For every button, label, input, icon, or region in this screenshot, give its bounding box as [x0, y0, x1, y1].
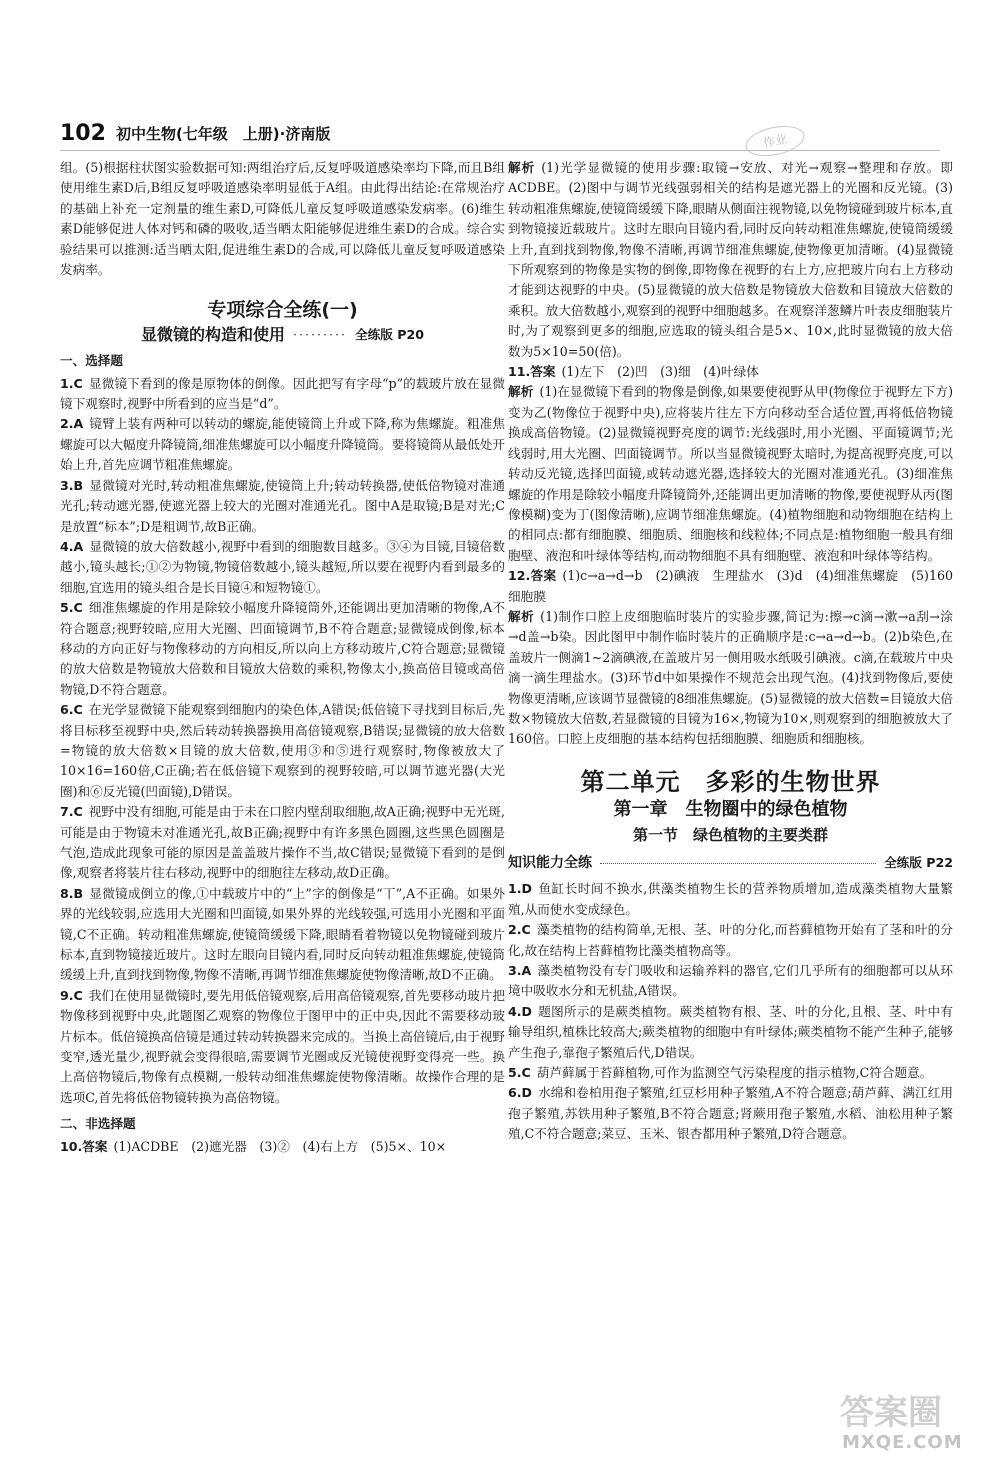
- answer-item-2: [60, 414, 505, 475]
- part2-heading: 二、非选择题: [60, 1116, 136, 1132]
- answer-text: (1)ACDBE (2)遮光器 (3)② (4)右上方 (5)5×、10×: [113, 1138, 447, 1154]
- answer-text: 视野中没有细胞,可能是由于未在口腔内壁刮取细胞,故A正确;视野中无光斑,可能是由于物镜未对准通光孔,故B正确;视野中有许多黑色圆圈,这些黑色圆圈是气泡,造成此现象可能的原因是盖盖玻片操作不当,故C错误;显微镜下看到的是倒像,观察者将装片往右移动,视野中的细胞往左移动,故D正确。: [60, 804, 505, 881]
- watermark-url: MXQE.COM: [842, 1432, 963, 1453]
- answer-text: 显微镜下看到的像是原物体的倒像。因此把写有字母“p”的载玻片放在显微镜下观察时,视野中所看到的应当是“d”。: [60, 375, 505, 412]
- answer-text: 在光学显微镜下能观察到细胞内的染色体,A错误;低倍镜下寻找到目标后,先将目标移至视野中央,然后转动转换器换用高倍镜观察,B错误;显微镜的放大倍数=物镜的放大倍数×目镜的放大倍数,使用③和⑤进行观察时,物像被放大了10×16=160倍,C正确;若在低倍镜下观察到的视野较暗,可以调节遮光器(大光圈)和⑥反光镜(凹面镜),D错误。: [60, 702, 505, 799]
- answer-item-6: [60, 700, 505, 802]
- answer-item-12: [508, 566, 966, 607]
- kn-item-4: [508, 1002, 953, 1063]
- answer-label: 4.D: [508, 1003, 533, 1019]
- answer-text: 细准焦螺旋的作用是除较小幅度升降镜筒外,还能调出更加清晰的物像,A不符合题意;视野较暗,应用大光圈、凹面镜调节,B不符合题意;显微镜成倒像,标本移动的方向正好与物像移动的方向相反,所以向上方移动玻片,C符合题意;显微镜的放大倍数是物镜放大倍数和目镜放大倍数的乘积,物像太小,换高倍目镜或高倍物镜,D不符合题意。: [60, 600, 505, 697]
- right-column: [508, 158, 966, 1145]
- answer-label: 7.C: [60, 804, 83, 820]
- analysis-label: 解析: [508, 160, 536, 175]
- answer-item-10: [60, 1137, 505, 1157]
- answer-text: (1)c→a→d→b (2)碘液 生理盐水 (3)d (4)细准焦螺旋 (5)160 细胞膜: [508, 568, 966, 604]
- header-divider: [60, 150, 940, 151]
- answer-text: 我们在使用显微镜时,要先用低倍镜观察,后用高倍镜观察,首先要移动玻片把物像移到视野中央,此题图乙观察的物像位于图甲中的正中央,因此不需要移动玻片标本。低倍镜换高倍镜是通过转动转换器来完成的。当换上高倍镜后,由于视野变窄,透光量少,视野就会变得很暗,需要调节光圈或反光镜使视野变得亮一些。换上高倍物镜后,物像有点模糊,一般转动细准焦螺旋使物像清晰。故操作合理的是选项C,首先将低倍物镜转换为高倍物镜。: [60, 987, 505, 1105]
- kn-item-5: [508, 1063, 953, 1083]
- answer-label: 1.D: [508, 881, 533, 897]
- answer-label: 12.答案: [508, 568, 557, 584]
- answer-text: 藻类植物没有专门吸收和运输养料的器官,它们几乎所有的细胞都可以从环境中吸收水分和无机盐,A错误。: [508, 963, 953, 999]
- answer-label: 9.C: [60, 987, 83, 1003]
- analysis-text: (1)光学显微镜的使用步骤:取镜→安放、对光→观察→整理和存放。即ACDBE。(2)图中与调节光线强弱相关的结构是遮光器上的光圈和反光镜。(3)转动粗准焦螺旋,使镜筒缓缓下降,眼睛从侧面注视物镜,以免物镜碰到玻片标本,直到物镜接近载玻片。这时左眼向目镜内看,同时反向转动粗准焦螺旋,使镜筒缓缓上升,直到找到物像,物像不清晰,再调节细准焦螺旋,使物像更加清晰。(4)显微镜下所观察到的物像是实物的倒像,即物像在视野的右上方,应把玻片向右上方移动才能到达视野的中央。(5)显微镜的放大倍数是物镜放大倍数和目镜放大倍数的乘积。放大倍数越小,观察到的视野中细胞越多。在观察洋葱鳞片叶表皮细胞装片时,为了观察到更多的细胞,应选取的镜头组合是5×、10×,此时显微镜的放大倍数为5×10=50(倍)。: [508, 160, 953, 359]
- leader-dots: ·········: [293, 326, 348, 342]
- answer-label: 1.C: [60, 375, 83, 391]
- section-title: 专项综合全练(一): [207, 299, 358, 322]
- answer-label: 5.C: [60, 600, 83, 616]
- analysis-11: [508, 382, 953, 566]
- section-subtitle-row: [60, 325, 505, 345]
- answer-text: (1)左下 (2)凹 (3)细 (4)叶绿体: [561, 364, 759, 380]
- analysis-12: [508, 607, 953, 750]
- analysis-10: [508, 158, 953, 362]
- answer-text: 葫芦藓属于苔藓植物,可作为监测空气污染程度的指示植物,C符合题意。: [536, 1065, 933, 1081]
- section-page-ref: 全练版 P20: [355, 326, 424, 342]
- homework-stamp: 作业: [743, 121, 808, 161]
- answer-label: 6.D: [508, 1085, 533, 1101]
- answer-label: 5.C: [508, 1065, 531, 1081]
- analysis-text: (1)制作口腔上皮细胞临时装片的实验步骤,简记为:擦→c滴→漱→a刮→涂→d盖→b染。因此图甲中制作临时装片的正确顺序是:c→a→d→b。(2)b染色,在盖玻片一侧滴1~2滴碘液,在盖玻片另一侧用吸水纸吸引碘液。c滴,在载玻片中央滴一滴生理盐水。(3)环节d中如果操作不规范会出现气泡。(4)找到物像后,要使物像更清晰,应该调节显微镜的8细准焦螺旋。(5)显微镜的放大倍数=目镜放大倍数×物镜放大倍数,若显微镜的目镜为16×,物镜为10×,则观察到的细胞被放大了160倍。口腔上皮细胞的基本结构包括细胞膜、细胞质和细胞核。: [508, 608, 954, 747]
- answer-text: 镜臂上装有两种可以转动的螺旋,能使镜筒上升或下降,称为焦螺旋。粗准焦螺旋可以大幅度升降镜筒,细准焦螺旋可以小幅度升降镜筒。要将镜筒从最低处开始上升,首先应调节粗准焦螺旋。: [60, 416, 505, 473]
- answer-label: 10.答案: [60, 1138, 108, 1154]
- analysis-text: (1)在显微镜下看到的物像是倒像,如果要使视野从甲(物像位于视野左下方)变为乙(物像位于视野中央),应将装片往左下方向移动至合适位置,再将低倍物镜换成高倍物镜。(2)显微镜视野亮度的调节:光线强时,用小光圈、平面镜调节;光线弱时,用大光圈、凹面镜调节。所以当显微镜视野太暗时,为提高视野亮度,可以转动反光镜,选择凹面镜,或转动遮光器,选择较大的光圈对准通光孔。(3)细准焦螺旋的作用是除较小幅度升降镜筒外,还能调出更加清晰的物像,要使视野从丙(图像模糊)变为丁(图像清晰),应调节细准焦螺旋。(4)植物细胞和动物细胞在结构上的相同点:都有细胞膜、细胞质、细胞核和线粒体;不同点是:植物细胞一般具有细胞壁、液泡和叶绿体等结构,而动物细胞不具有细胞壁、液泡和叶绿体等结构。: [508, 384, 953, 563]
- answer-label: 6.C: [60, 702, 83, 718]
- answer-item-5: [60, 598, 505, 700]
- knowledge-label: 知识能力全练: [508, 855, 592, 871]
- part1-heading: 一、选择题: [60, 353, 123, 369]
- page-number: 102: [60, 120, 106, 146]
- answer-label: 11.答案: [508, 364, 556, 380]
- answer-item-8: [60, 884, 505, 986]
- answer-text: 鱼缸长时间不换水,供藻类植物生长的营养物质增加,造成藻类植物大量繁殖,从而使水变成绿色。: [508, 881, 953, 917]
- answer-text: 显微镜成倒立的像,①中载玻片中的“上”字的倒像是“丅”,A不正确。如果外界的光线较弱,应选用大光圈和凹面镜,如果外界的光线较强,可选用小光圈和平面镜,C不正确。转动粗准焦螺旋,使镜筒缓缓下降,眼睛看着物镜以免物镜碰到玻片标本,直到物镜接近玻片。这时左眼向目镜内看,同时反向转动粗准焦螺旋,使镜筒缓缓上升,直到找到物像,物像不清晰,再调节细准焦螺旋使物像清晰,故D不正确。: [60, 885, 505, 983]
- analysis-label: 解析: [508, 608, 535, 624]
- answer-text: 水绵和卷柏用孢子繁殖,红豆杉用种子繁殖,A不符合题意;葫芦藓、满江红用孢子繁殖,苏铁用种子繁殖,B不符合题意;肾蕨用孢子繁殖,水稻、油松用种子繁殖,C不符合题意;菜豆、玉米、银杏都用种子繁殖,D符合题意。: [508, 1085, 953, 1142]
- book-title: 初中生物(七年级 上册)·济南版: [115, 124, 331, 143]
- answer-label: 8.B: [60, 885, 84, 901]
- answer-label: 4.A: [60, 538, 84, 554]
- knowledge-page-ref: 全练版 P22: [884, 855, 953, 870]
- kn-item-2: [508, 920, 953, 961]
- section-title-2: 第一节 绿色植物的主要类群: [632, 825, 828, 844]
- answer-text: 显微镜的放大倍数越小,视野中看到的细胞数目越多。③④为目镜,目镜倍数越小,镜头越长;①②为物镜,物镜倍数越小,镜头越短,所以要在视野内看到最多的细胞,宜选用的镜头组合是长目镜④和短物镜①。: [60, 538, 505, 595]
- answer-item-4: [60, 537, 505, 598]
- unit-title: 第二单元 多彩的生物世界: [580, 767, 881, 796]
- section-subtitle: 显微镜的构造和使用: [141, 324, 286, 344]
- answer-item-9: [60, 986, 505, 1108]
- answer-label: 2.A: [60, 416, 84, 432]
- kn-item-3: [508, 961, 953, 1002]
- kn-item-1: [508, 879, 953, 920]
- answer-text: 显微镜对光时,转动粗准焦螺旋,使镜筒上升;转动转换器,使低倍物镜对准通光孔;转动遮光器,使遮光器上较大的光圈对准通光孔。图中A是取镜;B是对光;C是放置“标本”;D是粗调节,故B正确。: [60, 477, 505, 534]
- kn-item-6: [508, 1083, 953, 1144]
- answer-text: 藻类植物的结构简单,无根、茎、叶的分化,而苔藓植物开始有了茎和叶的分化,故在结构上苔藓植物比藻类植物高等。: [508, 922, 953, 958]
- page-header: [60, 118, 940, 148]
- analysis-label: 解析: [508, 384, 534, 400]
- answer-item-3: [60, 476, 505, 537]
- chapter-title: 第一章 生物圈中的绿色植物: [613, 799, 848, 821]
- watermark-logo: 答案圈: [840, 1393, 942, 1433]
- answer-text: 题图所示的是蕨类植物。蕨类植物有根、茎、叶的分化,且根、茎、叶中有输导组织,植株比较高大;蕨类植物的细胞中有叶绿体;蕨类植物不能产生种子,能够产生孢子,靠孢子繁殖后代,D错误。: [508, 1003, 953, 1060]
- answer-item-1: [60, 374, 505, 415]
- intro-paragraph: 组。(5)根据柱状图实验数据可知:两组治疗后,反复呼吸道感染率均下降,而且B组使用维生素D后,B组反复呼吸道感染率明显低于A组。由此得出结论:在常规治疗的基础上补充一定剂量的维生素D,可降低儿童反复呼吸道感染发病率。(6)维生素D能够促进人体对钙和磷的吸收,适当晒太阳能够促进维生素D的合成。综合实验结果可以推测:适当晒太阳,促进维生素D的合成,可以降低儿童反复呼吸道感染发病率。: [60, 160, 505, 278]
- answer-item-7: [60, 802, 505, 884]
- answer-label: 3.A: [508, 963, 532, 979]
- answer-item-11: [508, 362, 953, 382]
- left-column: [60, 158, 505, 1157]
- leader-line: [600, 863, 876, 864]
- knowledge-bar: [508, 853, 953, 873]
- answer-label: 3.B: [60, 477, 84, 493]
- answer-label: 2.C: [508, 922, 531, 938]
